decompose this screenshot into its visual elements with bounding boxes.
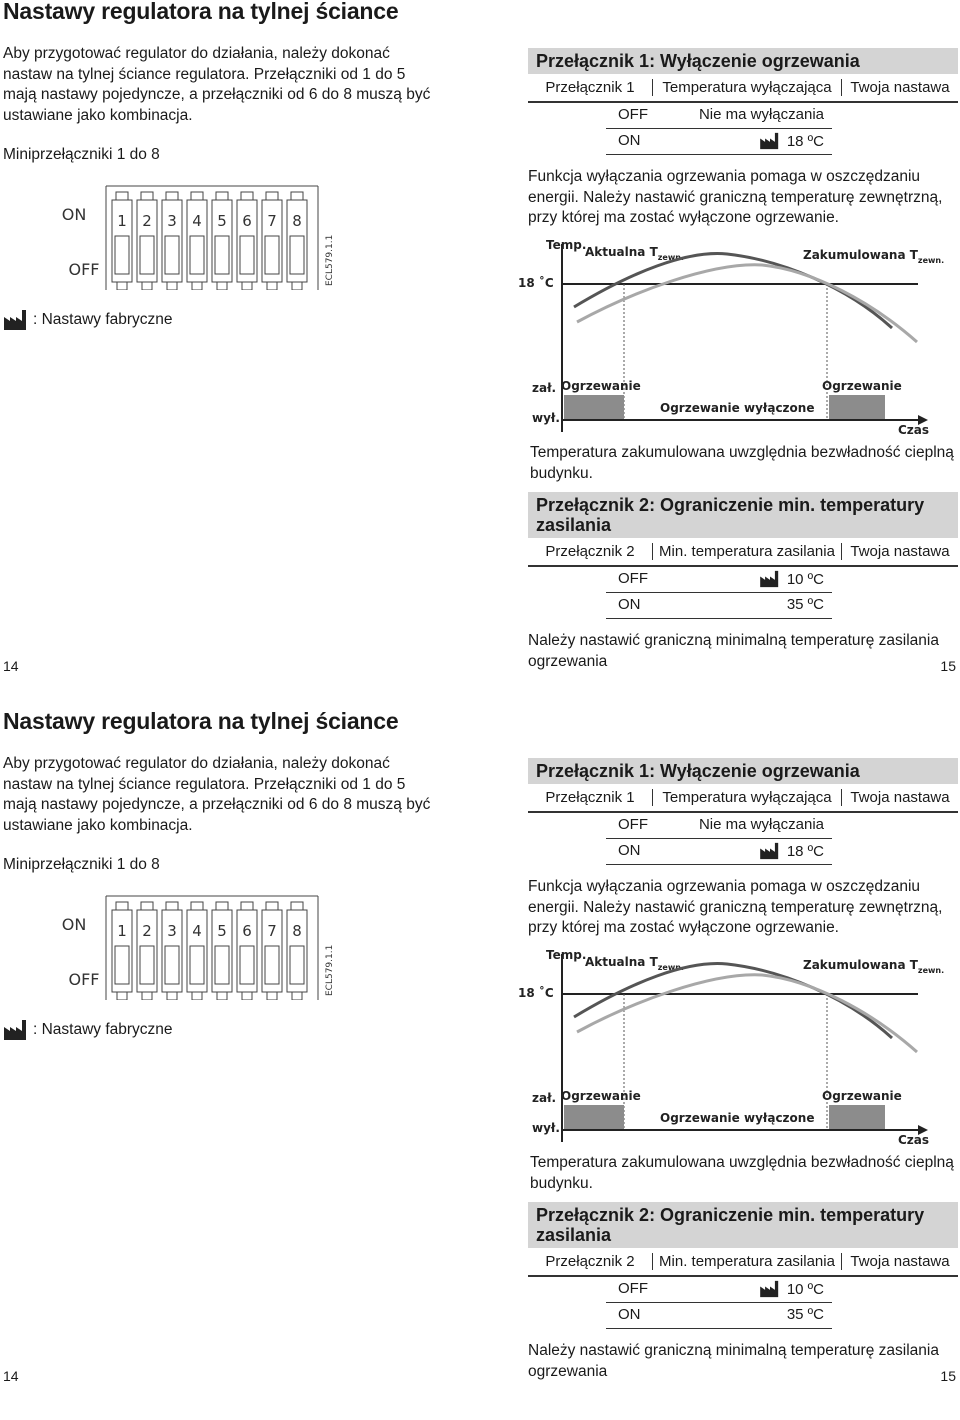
factory-icon: [759, 132, 781, 150]
switch-1-row-on: [606, 129, 832, 155]
dip-switch-number: 7: [267, 922, 277, 940]
dip-switch-diagram: [60, 890, 340, 1000]
dip-switch-number: 7: [267, 212, 277, 230]
factory-settings-note: [3, 1018, 173, 1042]
switch-2-columns: [528, 1248, 958, 1277]
dip-switch-number: 3: [167, 922, 177, 940]
switch-2-description: Należy nastawić graniczną minimalną temperaturę zasilania ogrzewania: [528, 632, 939, 670]
switch-1-header: Przełącznik 1: Wyłączenie ogrzewania: [528, 48, 958, 74]
dip-switch-5: [212, 192, 232, 290]
switch-1-row-off: [606, 813, 832, 839]
graph-heating-right: Ogrzewanie: [822, 1089, 902, 1103]
dip-switch-number: 4: [192, 212, 202, 230]
dip-switch-7: [262, 902, 282, 1000]
switch-1-header: Przełącznik 1: Wyłączenie ogrzewania: [528, 758, 958, 784]
page-title: Nastawy regulatora na tylnej ściance: [3, 0, 399, 24]
graph-actual-text: Aktualna T: [585, 245, 658, 259]
row-value: Nie ma wyłączania: [698, 816, 824, 833]
row-key: OFF: [618, 570, 648, 587]
dip-switch-number: 5: [217, 922, 227, 940]
switch-1-col-your-setting: Twoja nastawa: [850, 789, 950, 806]
row-value: 35 ºC: [786, 1306, 824, 1323]
dip-model-code: ECL579.1.1: [325, 234, 335, 286]
dip-on-label: ON: [61, 915, 87, 934]
graph-off-label: wył.: [532, 411, 560, 425]
switch-2-section: [528, 443, 958, 672]
dip-on-label: ON: [61, 205, 87, 224]
graph-on-label: zał.: [532, 381, 557, 395]
graph-heating-bar-1: [564, 395, 624, 419]
graph-accum-text: Zakumulowana T: [803, 958, 918, 972]
factory-settings-label: : Nastawy fabryczne: [33, 1021, 173, 1038]
switch-2-col-switch: Przełącznik 2: [528, 543, 653, 560]
heating-cutout-graph: [512, 942, 960, 1152]
switch-2-header: Przełącznik 2: Ograniczenie min. temperatury zasilania: [528, 1202, 958, 1248]
switch-1-section: [528, 758, 958, 939]
switch-1-col-your-setting: Twoja nastawa: [850, 79, 950, 96]
dip-switch-number: 6: [242, 212, 252, 230]
graph-heating-bar-2: [829, 1105, 885, 1129]
row-key: OFF: [618, 106, 648, 123]
graph-time-label: Czas: [898, 423, 930, 437]
dip-switch-6: [237, 902, 257, 1000]
dip-switch-number: 4: [192, 922, 202, 940]
switch-2-row-on: [606, 1303, 832, 1329]
dip-switch-number: 8: [292, 212, 302, 230]
graph-heating-bar-1: [564, 1105, 624, 1129]
dip-switch-number: 5: [217, 212, 227, 230]
page-number-right: 15: [940, 1368, 956, 1384]
graph-heating-off: Ogrzewanie wyłączone: [660, 401, 815, 415]
dip-off-label: OFF: [68, 970, 100, 989]
dip-switch-5: [212, 902, 232, 1000]
dip-switch-number: 2: [142, 922, 152, 940]
graph-accum-label: [803, 958, 944, 975]
switch-2-header: Przełącznik 2: Ograniczenie min. temperatury zasilania: [528, 492, 958, 538]
factory-settings-note: [3, 308, 173, 332]
dip-switch-4: [187, 192, 207, 290]
dip-switch-2: [137, 192, 157, 290]
dip-switch-3: [162, 192, 182, 290]
dip-switch-number: 6: [242, 922, 252, 940]
switch-1-row-on: [606, 839, 832, 865]
graph-actual-label: [585, 245, 684, 262]
dip-model-code: ECL579.1.1: [325, 944, 335, 996]
intro-text: Aby przygotować regulator do działania, należy dokonać nastaw na tylnej ściance regulatora. Przełączniki od 1 do 5 mają nastawy pojedyncze, a przełączniki od 6 do 8 muszą być ustawiane jako kombinacja.: [3, 45, 431, 124]
row-key: ON: [618, 1306, 641, 1323]
factory-icon: [759, 570, 781, 588]
heating-cutout-graph: [512, 232, 960, 442]
dip-switch-2: [137, 902, 157, 1000]
graph-on-label: zał.: [532, 1091, 557, 1105]
dip-off-label: OFF: [68, 260, 100, 279]
switch-1-col-temp: Temperatura wyłączająca: [653, 79, 842, 96]
dip-switch-4: [187, 902, 207, 1000]
switch-1-col-switch: Przełącznik 1: [528, 789, 653, 806]
dip-switch-7: [262, 192, 282, 290]
row-key: ON: [618, 842, 641, 859]
graph-heating-left: Ogrzewanie: [561, 1089, 641, 1103]
dip-switch-6: [237, 192, 257, 290]
graph-temp-label: Temp.: [546, 948, 587, 962]
switch-2-description: Należy nastawić graniczną minimalną temperaturę zasilania ogrzewania: [528, 1342, 939, 1380]
row-value: 18 ºC: [786, 132, 824, 150]
switch-1-col-temp: Temperatura wyłączająca: [653, 789, 842, 806]
graph-caption: Temperatura zakumulowana uwzględnia bezwładność cieplną budynku.: [530, 1154, 954, 1192]
switch-2-section: [528, 1153, 958, 1382]
dip-switch-8: [287, 902, 307, 1000]
graph-threshold-label: 18 ˚C: [518, 986, 554, 1000]
factory-icon: [3, 1019, 29, 1041]
graph-heating-bar-2: [829, 395, 885, 419]
page-number-left: 14: [3, 658, 19, 674]
graph-temp-label: Temp.: [546, 238, 587, 252]
switch-2-col-your-setting: Twoja nastawa: [850, 543, 950, 560]
switch-1-columns: [528, 74, 958, 103]
dip-switch-number: 2: [142, 212, 152, 230]
switch-2-row-off: [606, 1277, 832, 1303]
mini-switches-label: Miniprzełączniki 1 do 8: [3, 146, 160, 163]
graph-caption: Temperatura zakumulowana uwzględnia bezwładność cieplną budynku.: [530, 444, 954, 482]
graph-actual-label: [585, 955, 684, 972]
row-key: ON: [618, 596, 641, 613]
row-value: Nie ma wyłączania: [698, 106, 824, 123]
row-value: 18 ºC: [786, 842, 824, 860]
factory-icon: [759, 1280, 781, 1298]
row-key: OFF: [618, 1280, 648, 1297]
graph-threshold-label: 18 ˚C: [518, 276, 554, 290]
switch-1-col-switch: Przełącznik 1: [528, 79, 653, 96]
row-value: 35 ºC: [786, 596, 824, 613]
dip-switch-number: 1: [117, 922, 127, 940]
switch-1-description: Funkcja wyłączania ogrzewania pomaga w oszczędzaniu energii. Należy nastawić graniczną temperaturę zewnętrzną, przy której ma zostać wyłączone ogrzewanie.: [528, 168, 943, 226]
graph-accum-sub: zewn.: [917, 966, 945, 975]
switch-2-columns: [528, 538, 958, 567]
mini-switches-label: Miniprzełączniki 1 do 8: [3, 856, 160, 873]
switch-1-row-off: [606, 103, 832, 129]
graph-actual-sub: zewn.: [657, 963, 684, 972]
graph-accum-sub: zewn.: [917, 256, 945, 265]
page-number-right: 15: [940, 658, 956, 674]
switch-1-section: [528, 48, 958, 229]
dip-switch-number: 3: [167, 212, 177, 230]
row-value: 10 ºC: [786, 570, 824, 588]
dip-switch-1: [112, 192, 132, 290]
factory-settings-label: : Nastawy fabryczne: [33, 311, 173, 328]
factory-icon: [759, 842, 781, 860]
switch-2-col-switch: Przełącznik 2: [528, 1253, 653, 1270]
dip-switch-number: 8: [292, 922, 302, 940]
switch-2-col-your-setting: Twoja nastawa: [850, 1253, 950, 1270]
graph-heating-right: Ogrzewanie: [822, 379, 902, 393]
intro-text: Aby przygotować regulator do działania, należy dokonać nastaw na tylnej ściance regulatora. Przełączniki od 1 do 5 mają nastawy pojedyncze, a przełączniki od 6 do 8 muszą być ustawiane jako kombinacja.: [3, 755, 431, 834]
switch-2-col-temp: Min. temperatura zasilania: [653, 543, 842, 560]
page-number-left: 14: [3, 1368, 19, 1384]
graph-heating-left: Ogrzewanie: [561, 379, 641, 393]
switch-2-row-on: [606, 593, 832, 619]
switch-2-col-temp: Min. temperatura zasilania: [653, 1253, 842, 1270]
graph-accum-label: [803, 248, 944, 265]
page-spread-bottom: [0, 710, 960, 1420]
graph-actual-sub: zewn.: [657, 253, 684, 262]
dip-switch-3: [162, 902, 182, 1000]
graph-actual-text: Aktualna T: [585, 955, 658, 969]
dip-switch-number: 1: [117, 212, 127, 230]
page-title: Nastawy regulatora na tylnej ściance: [3, 708, 399, 734]
row-key: ON: [618, 132, 641, 149]
switch-1-description: Funkcja wyłączania ogrzewania pomaga w oszczędzaniu energii. Należy nastawić graniczną temperaturę zewnętrzną, przy której ma zostać wyłączone ogrzewanie.: [528, 878, 943, 936]
row-value: 10 ºC: [786, 1280, 824, 1298]
graph-heating-off: Ogrzewanie wyłączone: [660, 1111, 815, 1125]
factory-icon: [3, 309, 29, 331]
graph-accum-text: Zakumulowana T: [803, 248, 918, 262]
graph-time-label: Czas: [898, 1133, 930, 1147]
switch-1-columns: [528, 784, 958, 813]
dip-switch-1: [112, 902, 132, 1000]
switch-2-row-off: [606, 567, 832, 593]
dip-switch-8: [287, 192, 307, 290]
graph-off-label: wył.: [532, 1121, 560, 1135]
row-key: OFF: [618, 816, 648, 833]
dip-switch-diagram: [60, 180, 340, 290]
